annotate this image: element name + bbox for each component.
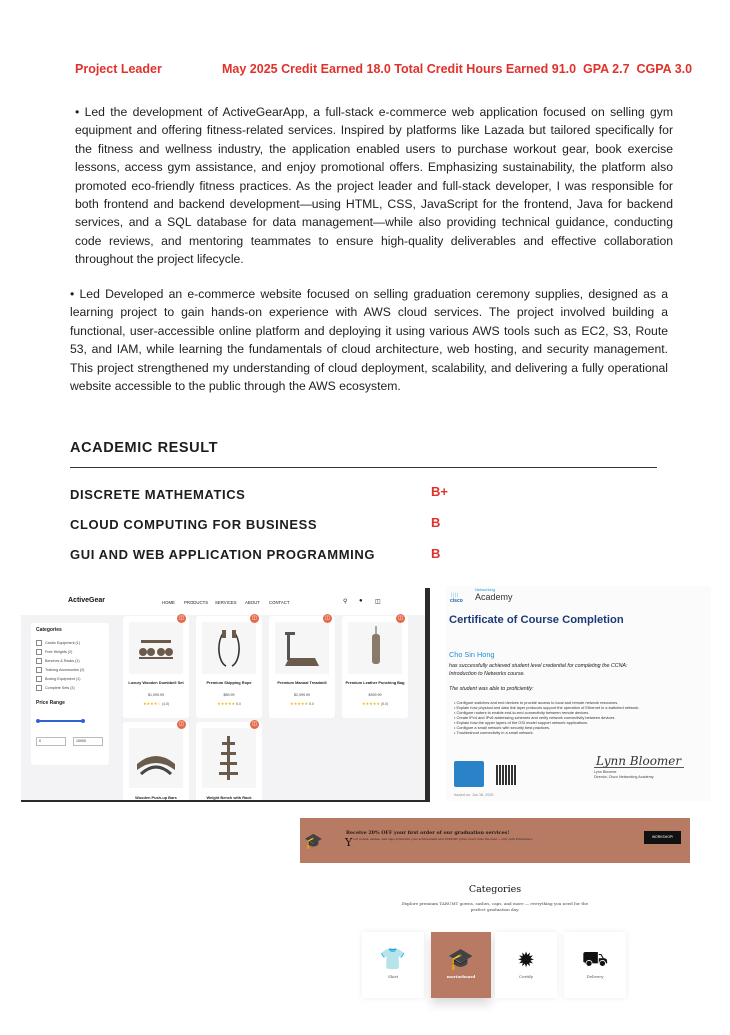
- product-price: $399.99: [368, 693, 382, 697]
- graduation-shop-screenshot: [300, 818, 690, 1018]
- category-card-delivery[interactable]: [564, 932, 626, 998]
- course-name: CLOUD COMPUTING FOR BUSINESS: [70, 517, 318, 532]
- category-filter: Training Accessories (2): [36, 667, 84, 673]
- course-name: DISCRETE MATHEMATICS: [70, 487, 246, 502]
- section-divider: [70, 467, 657, 468]
- promo-title: Receive 20% OFF your first order of our graduation services!: [346, 830, 510, 836]
- certificate-bullet: • Configure routers to enable end-to-end connectivity between remote devices.: [454, 710, 590, 715]
- product-card: [269, 616, 335, 718]
- product-name: Premium Leather Punching Bag: [345, 680, 405, 685]
- category-filter: Boxing Equipment (1): [36, 676, 80, 682]
- category-filter: Benches & Racks (1): [36, 658, 80, 664]
- category-label: Certify: [519, 974, 533, 979]
- product-rating: ★★★★☆ (4.5): [142, 701, 170, 706]
- activegear-screenshot: [21, 588, 430, 802]
- slider-knob: [36, 719, 40, 723]
- product-price: $1,099.99: [148, 693, 164, 697]
- category-card-shirt[interactable]: [362, 932, 424, 998]
- semester-summary: May 2025 Credit Earned 18.0 Total Credit Hours Earned 91.0 GPA 2.7 CGPA 3.0: [222, 62, 693, 76]
- promo-button[interactable]: WORKSHOP!: [644, 831, 681, 844]
- certificate-bullet: • Explain how physical and data link layer protocols support the operation of Ethernet in a switched network.: [454, 705, 640, 710]
- signer-title: Director, Cisco Networking Academy: [594, 775, 654, 779]
- mortarboard-icon: 🎓: [447, 948, 475, 971]
- cisco-certificate: [446, 586, 711, 801]
- academy-label: Academy: [475, 592, 513, 602]
- nav-about: ABOUT: [245, 600, 260, 605]
- product-card: [123, 722, 189, 802]
- certificate-bullet: • Explain how the upper layers of the OSI model support network applications.: [454, 720, 589, 725]
- shirt-icon: 👕: [379, 948, 407, 971]
- networking-label: Networking: [475, 587, 496, 592]
- filter-sidebar: [31, 623, 109, 765]
- product-image: [129, 622, 183, 674]
- product-card: [196, 722, 262, 802]
- cart-add-icon: ◫: [250, 720, 259, 729]
- product-image: [202, 622, 256, 674]
- certificate-statement: The student was able to proficiently:: [449, 686, 534, 692]
- cart-add-icon: ◫: [250, 614, 259, 623]
- nav-products: PRODUCTS: [184, 600, 209, 605]
- product-card: [196, 616, 262, 718]
- certificate-bullet: • Troubleshoot connectivity in a small network.: [454, 730, 534, 735]
- category-label: Delivery: [586, 974, 604, 979]
- cart-add-icon: ◫: [396, 614, 405, 623]
- product-name: Weight Bench with Rack: [206, 795, 252, 800]
- certificate-statement: Introduction to Networks course.: [449, 671, 525, 677]
- signature: Lynn Bloomer: [596, 754, 682, 768]
- product-name: Wooden Push-up Bars: [135, 795, 177, 800]
- promo-banner: [300, 818, 690, 863]
- slider-knob: [81, 719, 85, 723]
- nav-services: SERVICES: [215, 600, 237, 605]
- certificate-bullet: • Configure a small network with security best practices.: [454, 725, 551, 730]
- nav-home: HOME: [162, 600, 175, 605]
- product-image: [348, 622, 402, 674]
- categories-subtitle: Explore premium TARUMT gowns, sashes, caps, and more — everything you need for the perfect graduation day.: [401, 901, 589, 912]
- price-slider: [38, 720, 84, 722]
- product-image: [202, 728, 256, 788]
- categories-heading: Categories: [468, 884, 522, 895]
- product-name: Luxury Wooden Dumbbell Set: [128, 680, 184, 685]
- user-icon: ●: [359, 598, 363, 604]
- product-name: Premium Manual Treadmill: [277, 680, 327, 685]
- project-description-activegear: • Led the development of ActiveGearApp, a full-stack e-commerce web application focused on selling gym equipment and offering fitness-related services. Inspired by platforms like Lazada but tailored specifically for the fitness and wellness industry, the application enabled users to purchase workout gear, book exercise lessons, access gym assistance, and enjoy promotional offers. Emphasizing sustainability, the platform also promoted eco-friendly fitness practices. As the project leader and full-stack developer, I was responsible for both frontend and backend development—using HTML, CSS, JavaScript for the frontend, Java for backend services, and a SQL database for data management—while also providing technical guidance, conducting code reviews, and mentoring teammates to ensure high-quality deliverables and effective collaboration throughout the project lifecycle.: [75, 105, 673, 267]
- category-filter: Cardio Equipment (1): [36, 640, 80, 646]
- cart-icon: ◫: [375, 599, 381, 605]
- course-name: GUI AND WEB APPLICATION PROGRAMMING: [70, 547, 376, 562]
- product-card: [342, 616, 408, 718]
- cart-add-icon: ◫: [177, 720, 186, 729]
- signature-line: [594, 767, 684, 768]
- qr-code: [496, 765, 516, 785]
- product-price: $2,999.99: [294, 693, 310, 697]
- certificate-bullet: • Create IPv4 and IPv6 addressing schemes and verify network connectivity between devices.: [454, 715, 616, 720]
- category-card-certify[interactable]: [495, 932, 557, 998]
- product-card: [123, 616, 189, 718]
- product-rating: ★★★★★ (5.0): [361, 701, 389, 706]
- price-max-input: 10000: [73, 737, 103, 746]
- cart-add-icon: ◫: [323, 614, 332, 623]
- course-grade: B: [431, 546, 441, 561]
- product-rating: ★★★★★ 5.0: [290, 701, 314, 706]
- signer-name: Lynn Bloomer: [594, 770, 617, 774]
- issue-date: Issued on: Jun 18, 2025: [454, 793, 494, 797]
- category-card-mortarboard[interactable]: [431, 932, 491, 998]
- role-title: Project Leader: [75, 62, 162, 76]
- scrollbar: [425, 588, 430, 800]
- product-image: [129, 728, 183, 788]
- badge-image: [454, 761, 484, 787]
- shop-navbar: [21, 588, 430, 615]
- category-filter: Free Weights (2): [36, 649, 72, 655]
- project-description-aws: • Led Developed an e-commerce website focused on selling graduation ceremony supplies, designed as a learning project to gain hands-on experience with AWS cloud services. The project involved building a functional, user-accessible online platform and deploying it using various AWS tools such as EC2, S3, Route 53, and IAM, while learning the fundamentals of cloud architecture, web hosting, and security management. This project strengthened my understanding of cloud deployment, scalability, and delivering a fully operational website accessible to the public through the AWS ecosystem.: [70, 287, 668, 394]
- promo-text: our gowns, sashes, and caps symbolize your achievement and TARUMT pride. Don't miss the deal — only with Preference.: [353, 837, 533, 841]
- mortarboard-icon: 🎓: [304, 833, 323, 850]
- categories-heading: Categories: [36, 627, 62, 633]
- category-filter: Complete Sets (3): [36, 685, 75, 691]
- nav-contact: CONTACT: [269, 600, 290, 605]
- price-min-input: 0: [36, 737, 66, 746]
- certificate-title: Certificate of Course Completion: [449, 614, 624, 626]
- certificate-statement: has successfully achieved student level credential for completing the CCNA:: [449, 663, 628, 669]
- shop-logo: ActiveGear: [68, 597, 105, 604]
- promo-dropcap: Y: [345, 836, 353, 849]
- category-label: mortarboard: [446, 974, 476, 979]
- course-grade: B+: [431, 484, 448, 499]
- product-price: $89.99: [223, 693, 235, 697]
- category-label: Shirt: [387, 974, 399, 979]
- delivery-truck-icon: ⛟: [581, 948, 609, 971]
- course-grade: B: [431, 515, 441, 530]
- academic-result-heading: ACADEMIC RESULT: [70, 440, 219, 456]
- product-rating: ★★★★★ 5.0: [217, 701, 241, 706]
- cisco-logo: ││││ cisco: [450, 592, 463, 604]
- price-range-heading: Price Range: [36, 700, 65, 706]
- product-image: [275, 622, 329, 674]
- cart-add-icon: ◫: [177, 614, 186, 623]
- seal-icon: ✹: [517, 949, 535, 972]
- certificate-bullet: • Configure switches and end devices to provide access to local and remote network resources.: [454, 700, 619, 705]
- recipient-name: Cho Sin Hong: [449, 650, 495, 659]
- search-icon: ⚲: [343, 599, 348, 605]
- product-name: Premium Skipping Rope: [206, 680, 252, 685]
